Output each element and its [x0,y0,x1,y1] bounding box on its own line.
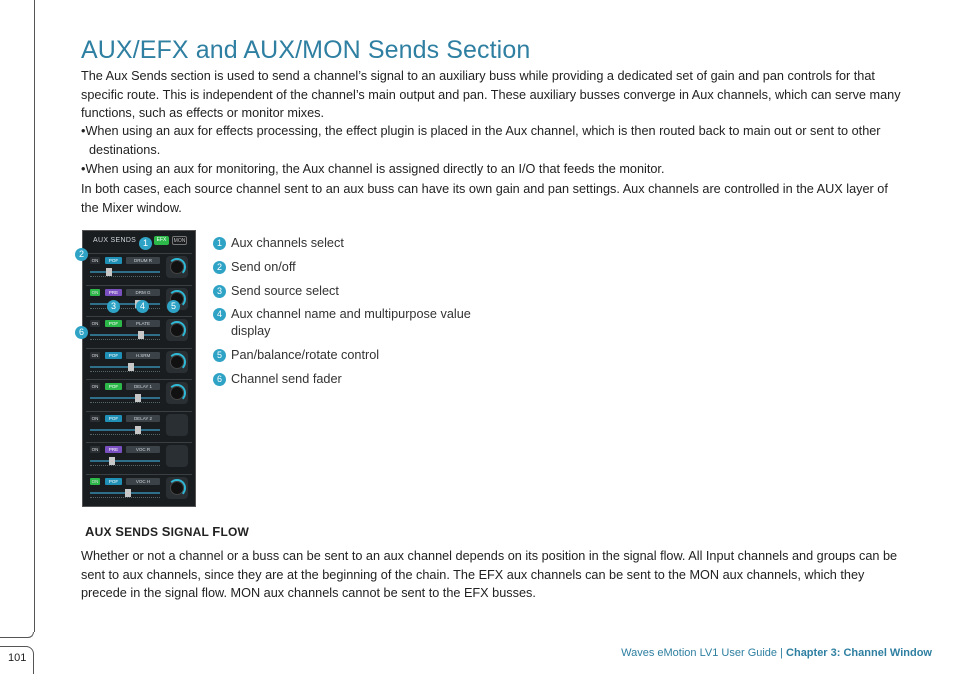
aux-channel-name[interactable]: VOC R [126,446,160,453]
send-fader[interactable] [90,429,160,431]
fader-scale [90,339,160,341]
send-fader[interactable] [90,460,160,462]
legend-text: Aux channel name and multipurpose value display [231,307,471,338]
aux-channel-name[interactable]: PLATE [126,320,160,327]
send-source-button[interactable]: POF [105,320,122,327]
aux-channel-name[interactable]: DRM G [126,289,160,296]
legend-number: 6 [213,373,226,386]
heading-part: S [115,524,125,539]
send-source-button[interactable]: POF [105,257,122,264]
fader-cap[interactable] [135,394,141,402]
knob-dial [170,323,184,337]
pan-knob[interactable] [166,382,188,404]
send-source-button[interactable]: PRE [105,289,122,296]
mon-button[interactable]: MON [173,238,186,244]
fader-cap[interactable] [106,268,112,276]
send-on-button[interactable]: ON [91,321,99,326]
page-title: AUX/EFX and AUX/MON Sends Section [81,36,531,64]
fader-scale [90,402,160,404]
callout-6: 6 [75,326,88,339]
heading-part: A [85,524,95,539]
send-on-button[interactable]: ON [91,478,99,484]
pan-knob[interactable] [166,319,188,341]
send-source-button[interactable]: POF [105,383,122,390]
pan-knob[interactable] [166,351,188,373]
fader-scale [90,308,160,310]
fader-cap[interactable] [125,489,131,497]
aux-channel-name[interactable]: DRUM R [126,257,160,264]
page-footer [621,647,932,659]
legend-number: 5 [213,349,226,362]
send-on-button[interactable]: ON [91,289,99,295]
send-source-button[interactable]: POF [105,415,122,422]
knob-dial [170,481,184,495]
heading-part: UX [94,525,116,539]
heading-part: ENDS [124,525,162,539]
heading-part: S [161,524,171,539]
legend-number: 4 [213,308,226,321]
knob-dial [170,355,184,369]
send-source-button[interactable]: POF [105,352,122,359]
callout-4: 4 [136,300,149,313]
send-on-button[interactable]: ON [91,447,99,452]
aux-channel-name[interactable]: DELAY 2 [126,415,160,422]
legend-text: Send source select [231,284,339,298]
fader-scale [90,276,160,278]
aux-channel-name[interactable]: VOC H [126,478,160,485]
fader-cap[interactable] [138,331,144,339]
fader-scale [90,371,160,373]
fader-cap[interactable] [128,363,134,371]
send-fader[interactable] [90,397,160,399]
send-on-button[interactable]: ON [91,352,99,358]
callout-1: 1 [139,237,152,250]
legend-item [213,283,471,300]
pan-knob[interactable] [166,256,188,278]
bullet-effects: •When using an aux for effects processing, the effect plugin is placed in the Aux channel, which is then routed back to main out or sent to other destinations. [81,124,881,157]
aux-channel-name[interactable]: H.SRM [126,352,160,359]
margin-rule-end [0,632,34,638]
legend-text: Pan/balance/rotate control [231,348,380,362]
legend-item [213,347,471,364]
pan-knob[interactable] [166,477,188,499]
heading-part: IGNAL [170,525,213,539]
page-number: 101 [8,652,27,664]
fader-scale [90,465,160,467]
send-on-button[interactable]: ON [91,258,99,263]
legend-item [213,306,471,340]
send-fader[interactable] [90,366,160,368]
footer-chapter: Chapter 3: Channel Window [786,647,932,659]
send-fader[interactable] [90,334,160,336]
fader-scale [90,434,160,436]
callout-3: 3 [107,300,120,313]
send-source-button[interactable]: POF [105,478,122,485]
panel-title: AUX SENDS [93,237,137,244]
send-fader[interactable] [90,303,160,305]
knob-dial [170,386,184,400]
bullet-monitoring: •When using an aux for monitoring, the Aux channel is assigned directly to an I/O that feeds the monitor. [81,162,665,176]
legend-text: Channel send fader [231,372,342,386]
callout-2: 2 [75,248,88,261]
legend-number: 1 [213,237,226,250]
fader-cap[interactable] [109,457,115,465]
closing-paragraph: In both cases, each source channel sent to an aux buss can have its own gain and pan settings. Aux channels are controlled in the AUX layer of the Mixer window. [81,182,888,215]
send-strip [86,411,192,442]
send-strip [86,474,192,505]
send-strip [86,316,192,347]
legend-number: 2 [213,261,226,274]
pan-knob [166,414,188,436]
heading-part: LOW [220,525,250,539]
fader-cap[interactable] [135,426,141,434]
callout-5: 5 [167,300,180,313]
footer-separator: | [777,647,787,659]
send-source-button[interactable]: PRE [105,446,122,453]
send-strip [86,348,192,379]
margin-rule [34,0,35,632]
legend-number: 3 [213,285,226,298]
fader-scale [90,497,160,499]
send-fader[interactable] [90,271,160,273]
legend-text: Send on/off [231,260,296,274]
legend-item [213,235,471,252]
send-strip [86,442,192,473]
legend-text: Aux channels select [231,236,344,250]
legend-item [213,371,471,388]
pan-knob [166,445,188,467]
efx-button[interactable]: EFX [154,236,169,245]
aux-channel-name[interactable]: DELAY 1 [126,383,160,390]
section-heading [85,524,249,539]
signal-flow-paragraph: Whether or not a channel or a buss can be sent to an aux channel depends on its position in the signal flow. All Input channels and groups can be sent to aux channels, since they are at the beginning of the chain. The EFX aux channels can be sent to the MON aux channels, which they precede in the signal flow. MON aux channels cannot be sent to the EFX busses. [81,549,898,600]
footer-guide: Waves eMotion LV1 User Guide [621,647,778,659]
knob-dial [170,260,184,274]
legend-item [213,259,471,276]
intro-paragraph: The Aux Sends section is used to send a channel’s signal to an auxiliary buss while providing a dedicated set of gain and pan controls for that specific route. This is independent of the channel’s main output and pan. These auxiliary busses converge in Aux channels, which can serve many functions, such as effects or monitor mixes. [81,69,901,120]
aux-sends-panel [82,230,196,507]
send-on-button[interactable]: ON [91,415,99,421]
heading-part: F [212,524,221,539]
send-strip [86,253,192,284]
send-strip [86,379,192,410]
send-on-button[interactable]: ON [91,384,99,389]
